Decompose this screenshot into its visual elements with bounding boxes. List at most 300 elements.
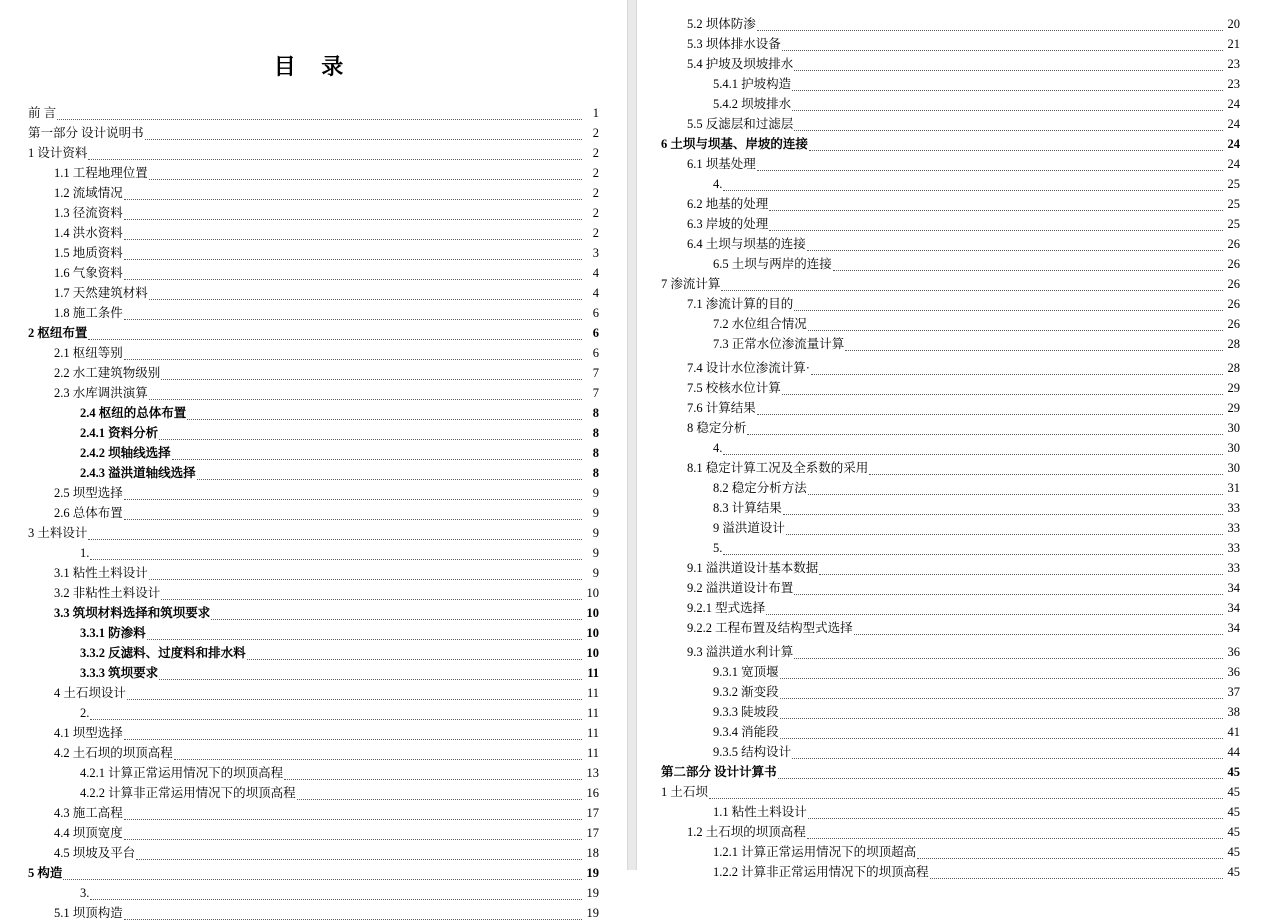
toc-leader-dots [124,818,582,820]
toc-leader-dots [869,473,1223,475]
toc-entry-label: 4 土石坝设计 [54,686,126,700]
toc-entry[interactable] [661,314,1240,334]
toc-entry[interactable] [661,398,1240,418]
toc-entry-label: 1.8 施工条件 [54,306,123,320]
toc-entry[interactable] [661,114,1240,134]
toc-entry-page-number: 1 [592,106,600,120]
toc-entry[interactable] [661,662,1240,682]
toc-entry-page-number: 30 [1227,461,1240,475]
toc-entry-page-number: 45 [1227,865,1240,879]
toc-entry[interactable] [28,383,599,403]
toc-leader-dots [786,533,1223,535]
toc-entry-page-number: 9 [592,506,600,520]
toc-entry-label: 6.1 坝基处理 [687,157,756,171]
toc-entry-page-number: 29 [1227,381,1240,395]
toc-entry[interactable] [28,363,599,383]
toc-entry-page-number: 23 [1227,77,1240,91]
toc-entry[interactable] [28,703,599,723]
toc-leader-dots [792,89,1223,91]
toc-entry-label: 2.6 总体布置 [54,506,123,520]
toc-entry[interactable] [661,134,1240,154]
toc-entry[interactable] [661,458,1240,478]
toc-entry-page-number: 34 [1227,621,1240,635]
toc-leader-dots [149,178,582,180]
toc-leader-dots [769,209,1223,211]
toc-entry[interactable] [28,583,599,603]
toc-entry-label: 9.3.3 陡坡段 [713,705,779,719]
toc-entry-label: 9.2.1 型式选择 [687,601,766,615]
toc-entry-page-number: 8 [592,426,600,440]
toc-entry-page-number: 26 [1227,297,1240,311]
toc-entry[interactable] [661,498,1240,518]
toc-entry[interactable] [661,598,1240,618]
toc-entry-label: 6 土坝与坝基、岸坡的连接 [661,137,808,151]
toc-leader-dots [88,158,582,160]
toc-entry[interactable] [28,603,599,623]
toc-entry[interactable] [28,523,599,543]
column-divider [627,0,637,870]
toc-entry-label: 5 构造 [28,866,63,880]
toc-entry[interactable] [28,423,599,443]
toc-leader-dots [124,278,582,280]
toc-leader-dots [809,149,1223,151]
toc-entry[interactable] [28,503,599,523]
toc-entry-page-number: 36 [1227,665,1240,679]
toc-entry-page-number: 8 [592,406,600,420]
toc-entry-page-number: 10 [586,646,600,660]
toc-entry-label: 3.2 非粘性土料设计 [54,586,161,600]
toc-leader-dots [57,118,582,120]
toc-entry-label: 6.2 地基的处理 [687,197,769,211]
toc-entry[interactable] [661,378,1240,398]
toc-entry-page-number: 19 [586,866,600,880]
toc-entry[interactable] [661,174,1240,194]
toc-leader-dots [794,657,1223,659]
toc-entry-page-number: 45 [1227,845,1240,859]
toc-entry-label: 4.2.1 计算正常运用情况下的坝顶高程 [80,766,284,780]
toc-entry-label: 5.4.2 坝坡排水 [713,97,792,111]
toc-leader-dots [782,49,1223,51]
toc-leader-dots [794,129,1223,131]
toc-leader-dots [124,838,582,840]
toc-entry[interactable] [28,443,599,463]
toc-entry-label: 5.3 坝体排水设备 [687,37,781,51]
toc-leader-dots [187,418,582,420]
toc-leader-dots [124,198,582,200]
toc-entry-page-number: 2 [592,206,600,220]
toc-entry[interactable] [28,183,599,203]
toc-entry-page-number: 28 [1227,337,1240,351]
toc-entry-page-number: 2 [592,226,600,240]
toc-entry[interactable] [661,702,1240,722]
toc-entry[interactable] [28,223,599,243]
toc-entry-label: 1.1 粘性土料设计 [713,805,807,819]
toc-entry-page-number: 6 [592,346,600,360]
toc-leader-dots [174,758,582,760]
toc-entry-label: 4.1 坝型选择 [54,726,123,740]
toc-entry-label: 5.5 反滤层和过滤层 [687,117,794,131]
toc-entry[interactable] [661,722,1240,742]
toc-entry[interactable] [28,263,599,283]
toc-leader-dots [721,289,1223,291]
toc-leader-dots [792,757,1223,759]
toc-entry-page-number: 44 [1227,745,1240,759]
toc-leader-dots [284,778,582,780]
toc-entry[interactable] [661,334,1240,354]
toc-leader-dots [794,593,1223,595]
toc-entry[interactable] [28,123,599,143]
toc-entry[interactable] [28,543,599,563]
toc-column-right [637,0,1264,879]
toc-entry-page-number: 17 [586,826,600,840]
toc-entry[interactable] [28,783,599,803]
toc-leader-dots [780,737,1223,739]
toc-entry[interactable] [661,642,1240,662]
toc-entry[interactable] [661,842,1240,862]
toc-entry[interactable] [661,538,1240,558]
toc-entry[interactable] [661,194,1240,214]
top-spacer [661,0,1240,14]
toc-entry[interactable] [661,558,1240,578]
toc-entry-label: 1.5 地质资料 [54,246,123,260]
toc-entry-label: 9.3.4 消能段 [713,725,779,739]
toc-entry[interactable] [28,643,599,663]
toc-entry-page-number: 9 [592,526,600,540]
toc-entry-label: 5.4.1 护坡构造 [713,77,792,91]
toc-leader-dots [124,738,582,740]
toc-entry[interactable] [661,618,1240,638]
toc-entry-label: 3 土料设计 [28,526,88,540]
toc-leader-dots [723,189,1223,191]
toc-entry-page-number: 2 [592,146,600,160]
toc-entry-label: 9.3.1 宽顶堰 [713,665,779,679]
toc-entry[interactable] [28,143,599,163]
toc-entry[interactable] [661,254,1240,274]
toc-entry[interactable] [661,578,1240,598]
toc-leader-dots [124,318,582,320]
toc-leader-dots [88,338,582,340]
toc-leader-dots [807,837,1223,839]
toc-leader-dots [211,618,582,620]
toc-entry-label: 2.4 枢纽的总体布置 [80,406,187,420]
toc-entry-page-number: 45 [1227,825,1240,839]
toc-leader-dots [688,638,1223,639]
toc-leader-dots [145,138,582,140]
toc-entry-label: 1 设计资料 [28,146,88,160]
toc-entry-page-number: 11 [587,666,600,680]
toc-leader-dots [769,229,1223,231]
toc-entry[interactable] [661,682,1240,702]
toc-list-left [28,103,599,923]
toc-leader-dots [147,638,582,640]
toc-entry-page-number: 26 [1227,257,1240,271]
toc-entry[interactable] [28,723,599,743]
toc-entry-page-number: 41 [1227,725,1240,739]
toc-leader-dots [723,453,1223,455]
toc-entry-page-number: 2 [592,186,600,200]
toc-entry-label: 第二部分 设计计算书 [661,765,777,779]
toc-entry-page-number: 11 [586,686,600,700]
toc-leader-dots [90,718,582,720]
toc-entry-page-number: 24 [1227,137,1240,151]
toc-leader-dots [149,578,582,580]
toc-entry-label: 2.4.3 溢洪道轴线选择 [80,466,196,480]
toc-entry-label: 8.1 稳定计算工况及全系数的采用 [687,461,869,475]
toc-leader-dots [811,373,1223,375]
toc-entry-page-number: 3 [592,246,600,260]
toc-entry-page-number: 31 [1227,481,1240,495]
toc-entry-page-number: 19 [586,886,600,900]
toc-entry[interactable] [28,323,599,343]
toc-leader-dots [159,678,582,680]
toc-entry-page-number: 7 [592,366,600,380]
toc-entry-label: 3.3.1 防渗料 [80,626,146,640]
toc-entry-label: 6.5 土坝与两岸的连接 [713,257,832,271]
toc-entry-page-number: 4 [592,286,600,300]
toc-entry[interactable] [28,203,599,223]
toc-leader-dots [88,538,582,540]
toc-entry-label: 8.3 计算结果 [713,501,782,515]
toc-entry-page-number: 45 [1227,805,1240,819]
toc-entry-label: 6.3 岸坡的处理 [687,217,769,231]
toc-entry-page-number: 10 [586,606,600,620]
toc-entry-page-number: 17 [586,806,600,820]
toc-leader-dots [688,354,1223,355]
toc-entry-label: 1.2.2 计算非正常运用情况下的坝顶高程 [713,865,929,879]
toc-entry[interactable] [661,862,1240,882]
toc-entry[interactable] [661,274,1240,294]
toc-entry-label: 2.3 水库调洪演算 [54,386,148,400]
toc-entry-page-number: 8 [592,466,600,480]
toc-entry-label: 9.2 溢洪道设计布置 [687,581,794,595]
toc-entry[interactable] [28,243,599,263]
toc-entry-label: 9.3.5 结构设计 [713,745,792,759]
toc-entry-label: 5. [713,541,723,555]
toc-entry-label: 2.5 坝型选择 [54,486,123,500]
toc-entry-label: 9.3 溢洪道水利计算 [687,645,794,659]
toc-leader-dots [783,513,1223,515]
toc-entry-page-number: 37 [1227,685,1240,699]
toc-entry-page-number: 26 [1227,237,1240,251]
toc-leader-dots [794,309,1223,311]
toc-leader-dots [807,249,1223,251]
toc-entry[interactable] [661,418,1240,438]
toc-entry-label: 5.4 护坡及坝坡排水 [687,57,794,71]
toc-leader-dots [780,717,1223,719]
toc-entry[interactable] [28,403,599,423]
toc-entry-label: 2.4.2 坝轴线选择 [80,446,171,460]
toc-entry-page-number: 9 [592,566,600,580]
toc-entry-page-number: 29 [1227,401,1240,415]
toc-entry-page-number: 34 [1227,581,1240,595]
toc-entry-page-number: 25 [1227,217,1240,231]
toc-entry[interactable] [661,14,1240,34]
toc-leader-dots [124,498,582,500]
toc-entry-label: 3.3.2 反滤料、过度料和排水料 [80,646,246,660]
toc-entry-label: 9.2.2 工程布置及结构型式选择 [687,621,853,635]
toc-entry[interactable] [661,518,1240,538]
toc-entry-label: 7.6 计算结果 [687,401,756,415]
toc-entry-label: 3. [80,886,90,900]
toc-entry-page-number: 6 [592,306,600,320]
toc-entry-label: 1.6 气象资料 [54,266,123,280]
toc-leader-dots [782,393,1223,395]
toc-leader-dots [757,29,1223,31]
toc-leader-dots [778,777,1223,779]
toc-entry[interactable] [28,763,599,783]
toc-entry-page-number: 25 [1227,177,1240,191]
toc-entry[interactable] [28,863,599,883]
toc-entry-page-number: 30 [1227,421,1240,435]
toc-leader-dots [709,797,1223,799]
toc-entry-page-number: 24 [1227,117,1240,131]
toc-entry-page-number: 23 [1227,57,1240,71]
toc-entry-page-number: 24 [1227,157,1240,171]
toc-entry-label: 1. [80,546,90,560]
toc-entry[interactable] [28,823,599,843]
toc-entry[interactable] [661,294,1240,314]
toc-entry[interactable] [28,103,599,123]
toc-entry[interactable] [661,802,1240,822]
toc-leader-dots [845,349,1223,351]
toc-entry[interactable] [28,843,599,863]
toc-entry-label: 1.4 洪水资料 [54,226,123,240]
toc-leader-dots [819,573,1223,575]
toc-leader-dots [124,218,582,220]
toc-entry-page-number: 20 [1227,17,1240,31]
toc-entry-page-number: 18 [586,846,600,860]
toc-entry-page-number: 28 [1227,361,1240,375]
toc-entry-page-number: 33 [1227,521,1240,535]
toc-entry-label: 1.1 工程地理位置 [54,166,148,180]
toc-leader-dots [124,258,582,260]
toc-entry[interactable] [661,358,1240,378]
toc-entry-label: 4. [713,441,723,455]
toc-leader-dots [149,398,582,400]
toc-entry-page-number: 33 [1227,561,1240,575]
toc-entry-label: 2.1 枢纽等别 [54,346,123,360]
toc-entry-label: 4. [713,177,723,191]
toc-leader-dots [723,553,1223,555]
toc-entry[interactable] [28,563,599,583]
toc-entry-label: 5.2 坝体防渗 [687,17,756,31]
toc-column-left [0,0,627,920]
toc-leader-dots [833,269,1223,271]
toc-entry-label: 2.4.1 资料分析 [80,426,159,440]
toc-entry[interactable] [661,762,1240,782]
toc-entry[interactable] [28,623,599,643]
toc-entry-label: 8.2 稳定分析方法 [713,481,807,495]
toc-entry[interactable] [661,74,1240,94]
toc-entry-label: 2. [80,706,90,720]
toc-entry-page-number: 10 [586,626,600,640]
toc-entry-label: 8 稳定分析 [687,421,747,435]
toc-entry-label: 5.1 坝顶构造 [54,906,123,920]
toc-leader-dots [780,677,1223,679]
toc-leader-dots [161,598,582,600]
toc-leader-dots [854,633,1223,635]
toc-entry-label: 4.2.2 计算非正常运用情况下的坝顶高程 [80,786,296,800]
toc-entry-page-number: 11 [586,746,600,760]
toc-entry[interactable] [28,743,599,763]
toc-leader-dots [124,918,582,920]
toc-entry[interactable] [28,803,599,823]
toc-entry-page-number: 2 [592,126,600,140]
toc-entry[interactable] [661,54,1240,74]
toc-entry-page-number: 11 [586,726,600,740]
toc-entry[interactable] [661,782,1240,802]
toc-entry-label: 9.3.2 渐变段 [713,685,779,699]
toc-entry[interactable] [28,483,599,503]
toc-leader-dots [808,329,1223,331]
toc-entry-page-number: 2 [592,166,600,180]
toc-entry-page-number: 25 [1227,197,1240,211]
toc-leader-dots [124,238,582,240]
toc-entry[interactable] [28,303,599,323]
toc-entry-label: 2 枢纽布置 [28,326,88,340]
toc-entry-page-number: 9 [592,486,600,500]
toc-entry[interactable] [28,683,599,703]
toc-entry-label: 1.2 土石坝的坝顶高程 [687,825,806,839]
toc-entry-page-number: 21 [1227,37,1240,51]
toc-entry-page-number: 34 [1227,601,1240,615]
toc-leader-dots [794,69,1223,71]
toc-entry[interactable] [661,742,1240,762]
page-title: 目 录 [273,54,354,79]
toc-entry-label: 1.2.1 计算正常运用情况下的坝顶超高 [713,845,917,859]
toc-entry-label: 第一部分 设计说明书 [28,126,144,140]
toc-entry[interactable] [661,822,1240,842]
toc-leader-dots [159,438,582,440]
toc-entry[interactable] [28,283,599,303]
toc-leader-dots [124,358,582,360]
toc-entry-page-number: 45 [1227,765,1240,779]
toc-entry-label: 4.5 坝坡及平台 [54,846,136,860]
toc-entry[interactable] [28,343,599,363]
toc-leader-dots [161,378,582,380]
toc-entry[interactable] [28,903,599,923]
toc-entry-page-number: 24 [1227,97,1240,111]
toc-entry[interactable] [661,478,1240,498]
toc-entry[interactable] [661,94,1240,114]
toc-entry-page-number: 11 [586,706,600,720]
toc-leader-dots [127,698,582,700]
toc-entry-label: 1 土石坝 [661,785,708,799]
toc-entry-page-number: 38 [1227,705,1240,719]
toc-entry[interactable] [661,154,1240,174]
toc-entry-label: 7 渗流计算 [661,277,721,291]
toc-entry-page-number: 33 [1227,501,1240,515]
toc-leader-dots [90,558,582,560]
toc-entry[interactable] [661,234,1240,254]
toc-entry[interactable] [28,463,599,483]
toc-entry[interactable] [28,883,599,903]
toc-entry-label: 7.4 设计水位渗流计算· [687,361,810,375]
toc-leader-dots [90,898,582,900]
toc-entry[interactable] [28,663,599,683]
toc-leader-dots [792,109,1223,111]
toc-entry[interactable] [661,214,1240,234]
toc-leader-dots [297,798,582,800]
toc-entry-page-number: 36 [1227,645,1240,659]
toc-leader-dots [780,697,1223,699]
toc-entry[interactable] [661,438,1240,458]
toc-entry[interactable] [661,34,1240,54]
toc-entry[interactable] [28,163,599,183]
toc-entry-label: 6.4 土坝与坝基的连接 [687,237,806,251]
toc-leader-dots [124,518,582,520]
toc-entry-page-number: 10 [586,586,600,600]
